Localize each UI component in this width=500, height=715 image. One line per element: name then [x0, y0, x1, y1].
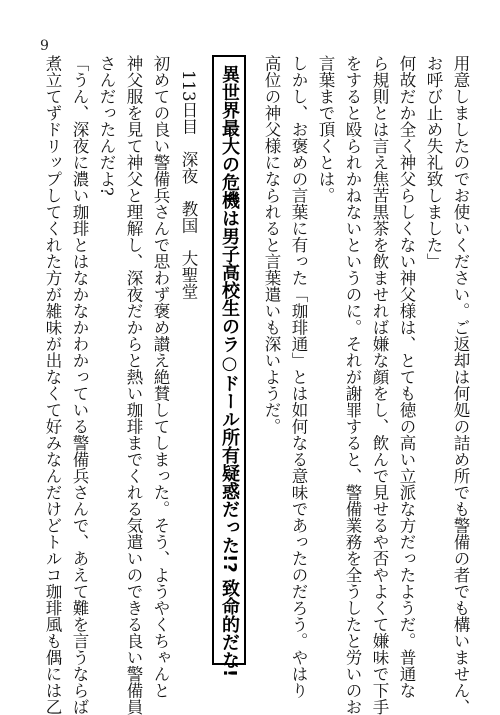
- page-number: 9: [40, 38, 49, 54]
- body-text-upper: 用意しましたのでお使いください。ご返却は何処の詰め所でも警備の者でも構いません、 お呼び止め失礼致しました」 何故だか全く神父らしくない神父様は、とても徳の高い立派な方だったようだ。普通な ら規則とは言え焦苦黒茶を飲ませれば嫌な顔をし、飲んで見せるや否やよくて嫌味で下手 をすると殴られかねないというのに。それが謝罪すると、警備業務を全うしたと労いのお 言葉まで頂くとは。 しかし、お褒めの言葉に有った「珈琲通」とは如何なる意味であったのだろう。やはり 高位の神父様になられると言葉遣いも深いようだ。: [262, 55, 470, 715]
- body-text-lower: 初めての良い警備兵さんで思わず褒め讃え絶賛してしまった。そう、ようやくちゃんと 神父服を見て神父と理解し、深夜だからと熱い珈琲までくれる気遣いのできる良い警備員 さんだったんだよ? 「うん、深夜に濃い珈琲とはなかなかわかっている警備兵さんで、あえて難を言うならば 煮立てずドリップしてくれた方が雑味が出なくて好みなんだけどトルコ珈琲風も偶には乙: [43, 55, 170, 715]
- chapter-title: 異世界最大の危機は男子高校生のラ○ドール所有疑惑だった!? 致命的だな!: [219, 65, 240, 678]
- chapter-title-box: [212, 55, 246, 678]
- chapter-heading: 113日目 深夜 教国 大聖堂: [179, 70, 198, 300]
